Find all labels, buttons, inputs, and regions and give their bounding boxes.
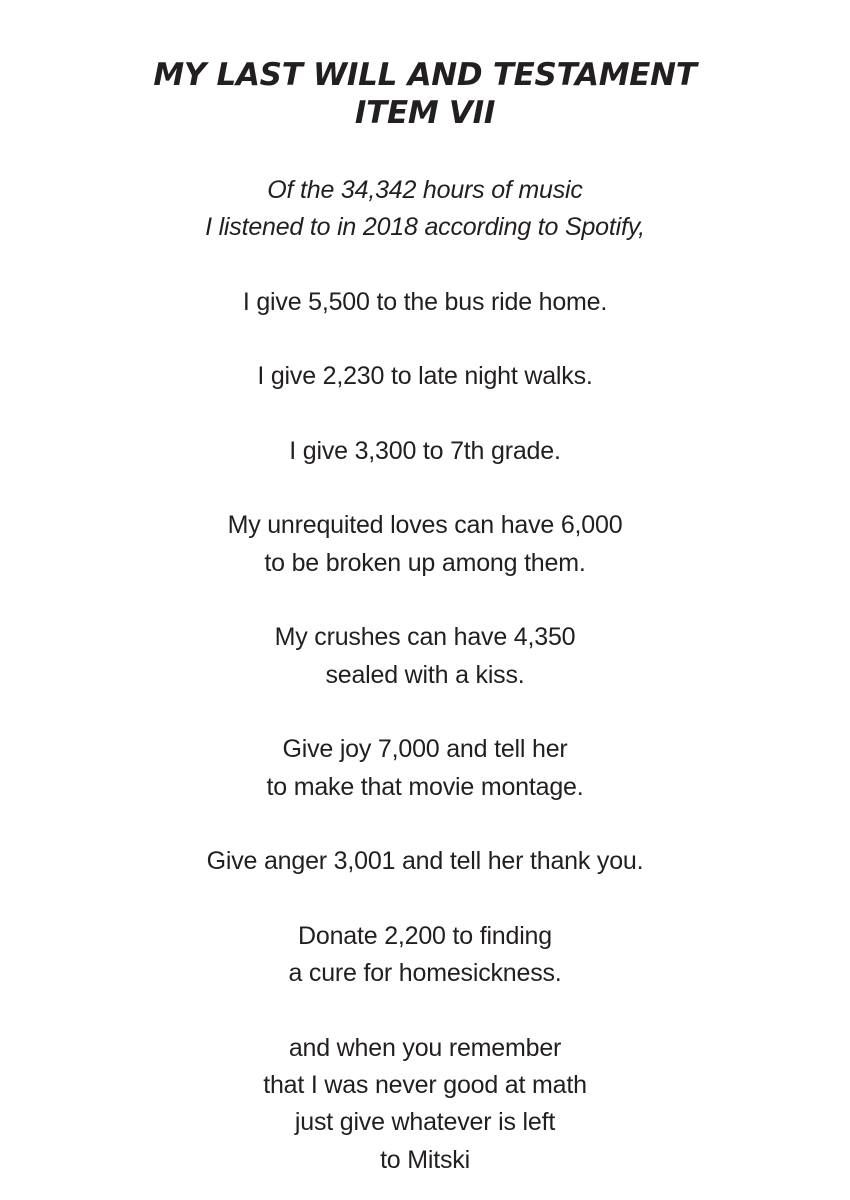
closing-stanza-line-1: and when you remember	[288, 1034, 562, 1062]
stanza-joy-line-2: to make that movie montage.	[266, 773, 584, 801]
stanza-unrequited-loves-line-2: to be broken up among them.	[264, 549, 586, 577]
stanza-crushes-line-2: sealed with a kiss.	[325, 661, 525, 689]
stanza-joy-line-1: Give joy 7,000 and tell her	[282, 735, 568, 763]
intro-line-2: I listened to in 2018 according to Spotify,	[205, 213, 645, 241]
stanza-anger: Give anger 3,001 and tell her thank you.	[206, 847, 644, 875]
closing-stanza-line-4: to Mitski	[380, 1146, 470, 1174]
stanza-7th-grade: I give 3,300 to 7th grade.	[289, 437, 561, 465]
stanza-unrequited-loves-line-1: My unrequited loves can have 6,000	[227, 511, 623, 539]
document-title-line-2: ITEM VII	[354, 95, 496, 131]
intro-line-1: Of the 34,342 hours of music	[267, 176, 583, 204]
closing-stanza-line-3: just give whatever is left	[294, 1108, 556, 1136]
stanza-bus-ride: I give 5,500 to the bus ride home.	[242, 288, 608, 316]
stanza-homesickness-line-2: a cure for homesickness.	[288, 959, 562, 987]
document-title-line-1: MY LAST WILL AND TESTAMENT	[153, 57, 697, 93]
stanza-crushes-line-1: My crushes can have 4,350	[274, 623, 576, 651]
closing-stanza-line-2: that I was never good at math	[263, 1071, 587, 1099]
stanza-late-night-walks: I give 2,230 to late night walks.	[257, 362, 593, 390]
stanza-homesickness-line-1: Donate 2,200 to finding	[298, 922, 552, 950]
